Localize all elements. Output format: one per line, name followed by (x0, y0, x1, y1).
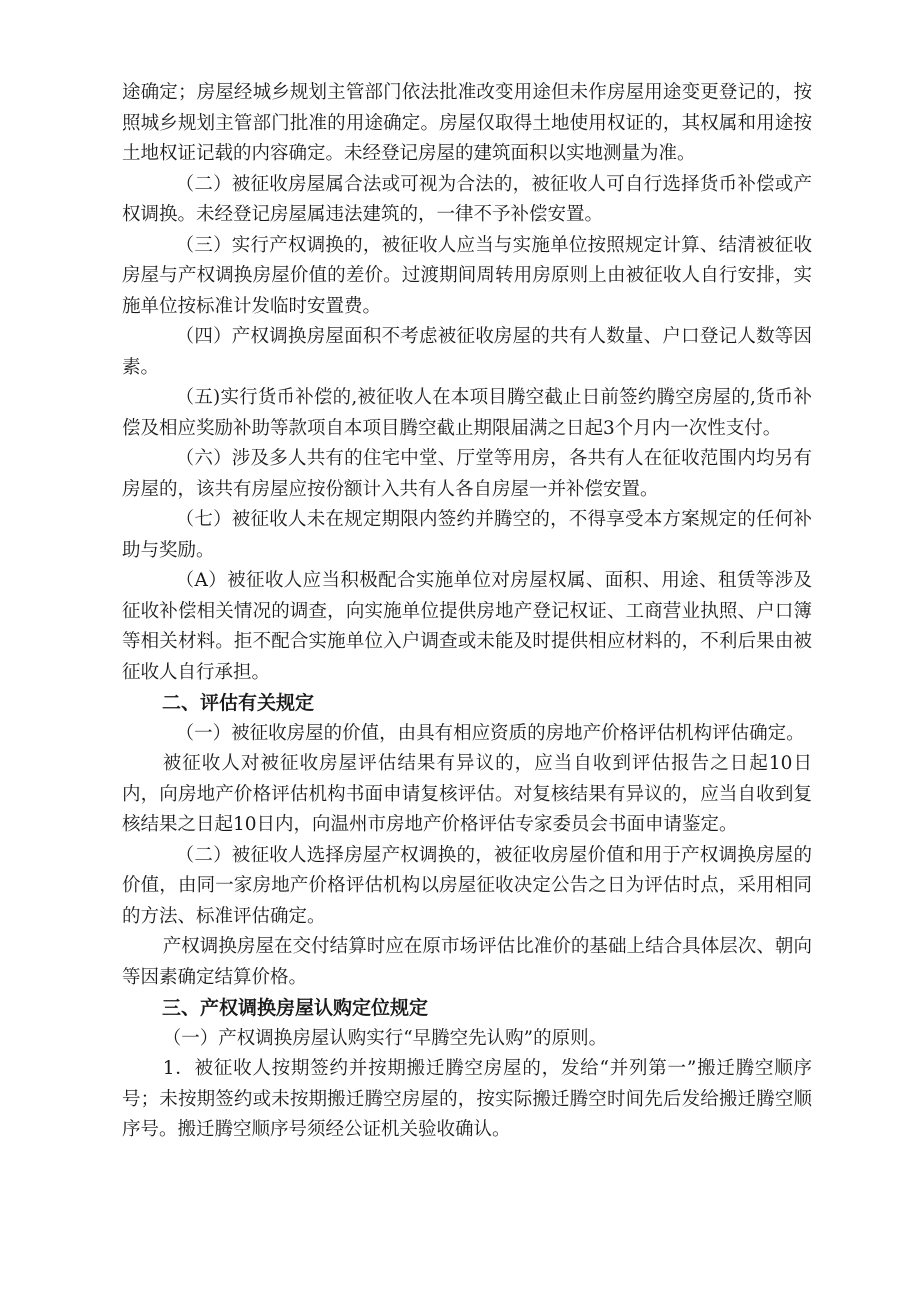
paragraph-purchase-1-1: 1．被征收人按期签约并按期搬迁腾空房屋的，发给“并列第一”搬迁腾空顺序号；未按期签约或未按期搬迁腾空房屋的，按实际搬迁腾空时间先后发给搬迁腾空顺序号。搬迁腾空顺序号须经公证机关验收确认。 (122, 1058, 812, 1140)
section-heading-assessment: 二、评估有关规定 (162, 692, 315, 714)
paragraph-item-7: （七）被征收人未在规定期限内签约并腾空的，不得享受本方案规定的任何补助与奖励。 (122, 509, 812, 561)
paragraph-assessment-1: （一）被征收房屋的价值，由具有相应资质的房地产价格评估机构评估确定。 (175, 722, 805, 744)
paragraph-item-4: （四）产权调换房屋面积不考虑被征收房屋的共有人数量、户口登记人数等因素。 (122, 326, 812, 378)
paragraph-item-8: （A）被征收人应当积极配合实施单位对房屋权属、面积、用途、租赁等涉及征收补偿相关情况的调查，向实施单位提供房地产登记权证、工商营业执照、户口簿等相关材料。拒不配合实施单位入户调查或未能及时提供相应材料的，不利后果由被征收人自行承担。 (122, 570, 812, 683)
paragraph-item-3: （三）实行产权调换的，被征收人应当与实施单位按照规定计算、结清被征收房屋与产权调换房屋价值的差价。过渡期间周转用房原则上由被征收人自行安排，实施单位按标准计发临时安置费。 (122, 234, 812, 317)
paragraph-usage-determination: 途确定；房屋经城乡规划主管部门依法批准改变用途但未作房屋用途变更登记的，按照城乡规划主管部门批准的用途确定。房屋仅取得土地使用权证的，其权属和用途按土地权证记载的内容确定。未经登记房屋的建筑面积以实地测量为准。 (122, 82, 812, 164)
paragraph-settlement-price: 产权调换房屋在交付结算时应在原市场评估比准价的基础上结合具体层次、朝向等因素确定结算价格。 (122, 936, 812, 988)
paragraph-item-2: （二）被征收房屋属合法或可视为合法的，被征收人可自行选择货币补偿或产权调换。未经登记房屋属违法建筑的，一律不予补偿安置。 (122, 173, 812, 225)
paragraph-item-5: （五)实行货币补偿的,被征收人在本项目腾空截止日前签约腾空房屋的,货币补偿及相应奖励补助等款项自本项目腾空截止期限届满之日起3个月内一次性支付。 (122, 387, 812, 439)
paragraph-purchase-1: （一）产权调换房屋认购实行“早腾空先认购”的原则。 (162, 1027, 608, 1049)
section-heading-purchase-positioning: 三、产权调换房屋认购定位规定 (162, 997, 429, 1019)
paragraph-item-6: （六）涉及多人共有的住宅中堂、厅堂等用房，各共有人在征收范围内均另有房屋的，该共有房屋应按份额计入共有人各自房屋一并补偿安置。 (122, 448, 812, 500)
paragraph-assessment-objection: 被征收人对被征收房屋评估结果有异议的，应当自收到评估报告之日起10日内，向房地产价格评估机构书面申请复核评估。对复核结果有异议的，应当自收到复核结果之日起10日内，向温州市房地产价格评估专家委员会书面申请鉴定。 (122, 753, 812, 835)
paragraph-assessment-2: （二）被征收人选择房屋产权调换的，被征收房屋价值和用于产权调换房屋的价值，由同一家房地产价格评估机构以房屋征收决定公告之日为评估时点，采用相同的方法、标准评估确定。 (122, 844, 812, 927)
